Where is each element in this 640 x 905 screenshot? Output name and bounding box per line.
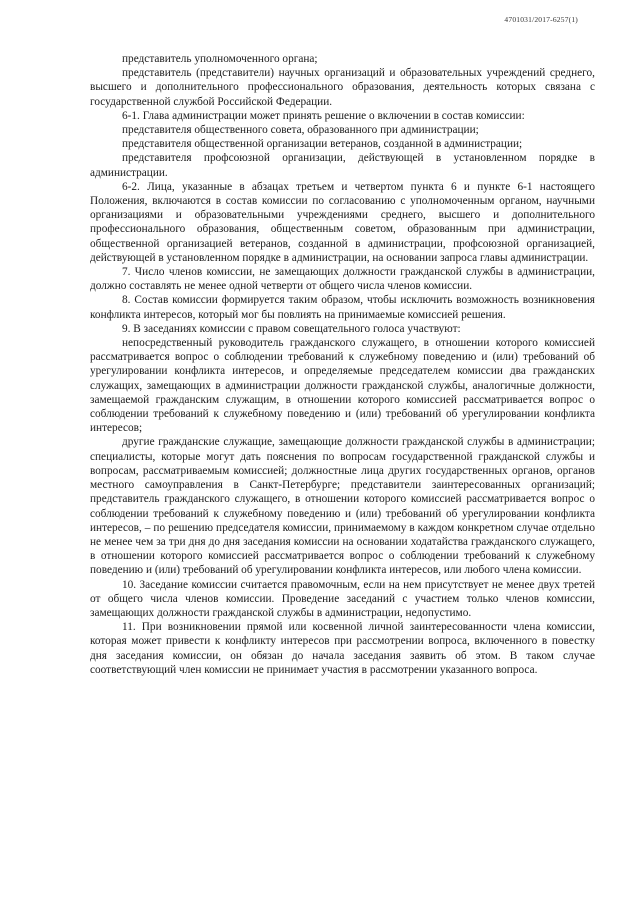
document-body xyxy=(90,52,595,677)
paragraph-item-11: 11. При возникновении прямой или косвенной личной заинтересованности члена комиссии, которая может привести к конфликту интересов при рассмотрении вопроса, включенного в повестку дня заседания комиссии, он обязан до начала заседания заявить об этом. В таком случае соответствующий член комиссии не принимает участия в рассмотрении указанного вопроса. xyxy=(90,621,595,676)
paragraph-item-10: 10. Заседание комиссии считается правомочным, если на нем присутствует не менее двух третей от общего числа членов комиссии. Проведение заседаний с участием только членов комиссии, замещающих должности гражданской службы в администрации, недопустимо. xyxy=(90,578,595,619)
paragraph-veterans-organization-representative: представителя общественной организации ветеранов, созданной в администрации; xyxy=(122,138,523,151)
paragraph-other-participants: другие гражданские служащие, замещающие должности гражданской службы в администрации; специалисты, которые могут дать пояснения по вопросам государственной гражданской службы и вопросам, рассматриваемым комиссией; должностные лица других государственных органов, органов местного самоуправления в Санкт-Петербурге; представители заинтересованных организаций; представитель гражданского служащего, в отношении которого комиссией рассматривается вопрос о соблюдении требований к служебному поведению и (или) требований об урегулировании конфликта интересов, – по решению председателя комиссии, принимаемому в каждом конкретном случае отдельно не менее чем за три дня до дня заседания комиссии на основании ходатайства гражданского служащего, в отношении которого комиссией рассматривается вопрос о соблюдении требований к служебному поведению и (или) требований об урегулировании конфликта интересов, или любого члена комиссии. xyxy=(90,436,595,577)
paragraph-item-9: 9. В заседаниях комиссии с правом совещательного голоса участвуют: xyxy=(122,322,461,335)
paragraph-item-6-2: 6-2. Лица, указанные в абзацах третьем и четвертом пункта 6 и пункте 6-1 настоящего Положения, включаются в состав комиссии по согласованию с уполномоченным органом, научными организациями и образовательными учреждениями среднего, высшего и дополнительного профессионального образования, общественным советом, образованным при администрации, общественной организацией ветеранов, созданной в администрации, профсоюзной организацией, действующей в установленном порядке в администрации, на основании запроса главы администрации. xyxy=(90,180,595,264)
paragraph-public-council-representative: представителя общественного совета, образованного при администрации; xyxy=(122,124,479,137)
document-registration-code: 4701031/2017-6257(1) xyxy=(504,15,578,24)
paragraph-scientific-organizations-representative: представитель (представители) научных организаций и образовательных учреждений среднего, высшего и дополнительного профессионального образования, деятельность которых связана с государственной службой Российской Федерации. xyxy=(90,67,595,108)
paragraph-item-7: 7. Число членов комиссии, не замещающих должности гражданской службы в администрации, должно составлять не менее одной четверти от общего числа членов комиссии. xyxy=(90,266,595,293)
paragraph-direct-supervisor: непосредственный руководитель гражданского служащего, в отношении которого комиссией рассматривается вопрос о соблюдении требований к служебному поведению и (или) требований об урегулировании конфликта интересов, и определяемые председателем комиссии два гражданских служащих, замещающих в администрации должности гражданской службы, аналогичные должности, замещаемой гражданским служащим, в отношении которого комиссией рассматривается вопрос о соблюдении требований к служебному поведению и (или) требований об урегулировании конфликта интересов; xyxy=(90,337,595,435)
paragraph-trade-union-representative: представителя профсоюзной организации, действующей в установленном порядке в администрации. xyxy=(90,152,595,179)
paragraph-authorized-body-representative: представитель уполномоченного органа; xyxy=(122,53,318,65)
paragraph-item-8: 8. Состав комиссии формируется таким образом, чтобы исключить возможность возникновения конфликта интересов, который мог бы повлиять на принимаемые комиссией решения. xyxy=(90,294,595,321)
paragraph-item-6-1: 6-1. Глава администрации может принять решение о включении в состав комиссии: xyxy=(122,109,525,122)
